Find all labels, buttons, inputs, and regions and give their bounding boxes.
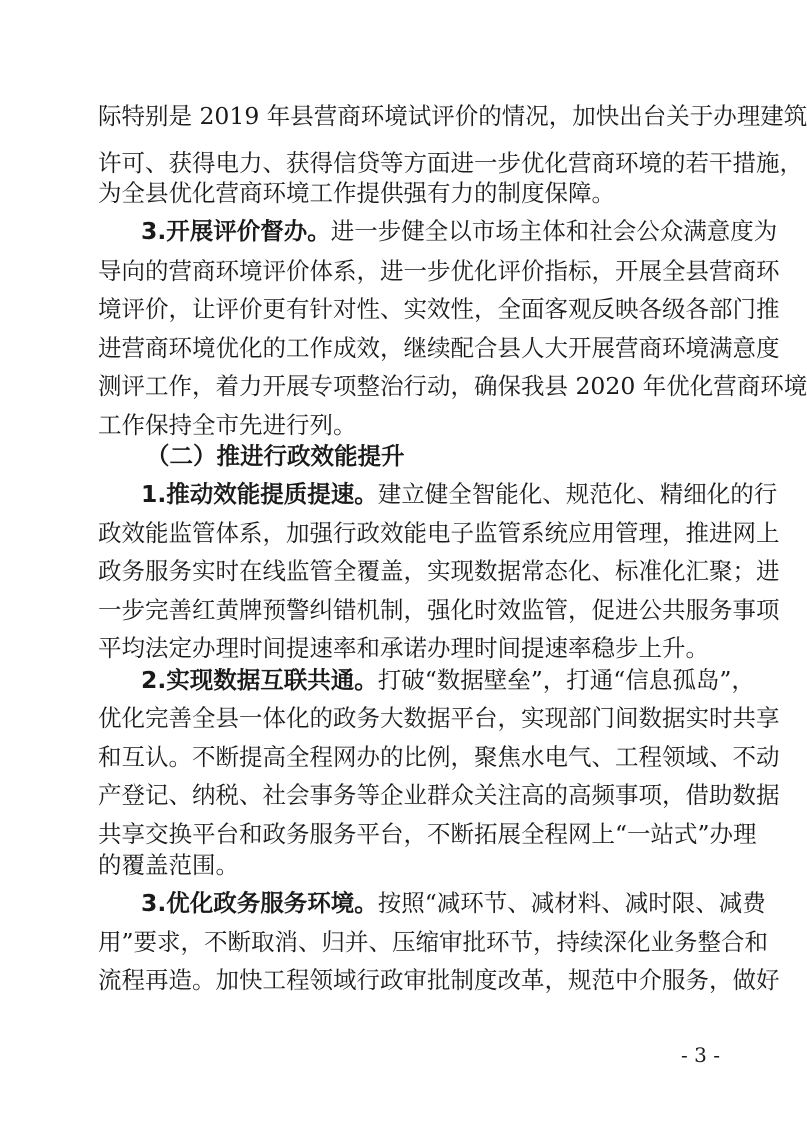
subsection-title: 3.优化政务服务环境。 bbox=[141, 889, 378, 917]
body-line: 境评价，让评价更有针对性、实效性，全面客观反映各级各部门推 bbox=[98, 295, 780, 323]
body-line: 共享交换平台和政务服务平台，不断拓展全程网上“一站式”办理 bbox=[98, 820, 757, 848]
subsection-line: 1.推动效能提质提速。建立健全智能化、规范化、精细化的行 bbox=[141, 480, 778, 508]
subsection-title: 1.推动效能提质提速。 bbox=[141, 480, 378, 508]
body-line: 政务服务实时在线监管全覆盖，实现数据常态化、标准化汇聚；进 bbox=[98, 557, 780, 585]
body-line: 平均法定办理时间提速率和承诺办理时间提速率稳步上升。 bbox=[98, 634, 709, 662]
body-line: 为全县优化营商环境工作提供强有力的制度保障。 bbox=[98, 179, 615, 207]
page-number: - 3 - bbox=[681, 1043, 720, 1067]
section-heading: （二）推进行政效能提升 bbox=[146, 442, 405, 470]
body-line: 和互认。不断提高全程网办的比例，聚焦水电气、工程领域、不动 bbox=[98, 743, 780, 771]
body-line: 际特别是 2019 年县营商环境试评价的情况，加快出台关于办理建筑 bbox=[98, 102, 807, 130]
body-line: 进营商环境优化的工作成效，继续配合县人大开展营商环境满意度 bbox=[98, 334, 780, 362]
body-line: 用”要求，不断取消、归并、压缩审批环节，持续深化业务整合和 bbox=[98, 928, 769, 956]
subsection-title: 2.实现数据互联共通。 bbox=[141, 666, 378, 694]
body-line: 工作保持全市先进行列。 bbox=[98, 411, 357, 439]
body-line: 的覆盖范围。 bbox=[98, 851, 239, 879]
body-line: 流程再造。加快工程领域行政审批制度改革，规范中介服务，做好 bbox=[98, 966, 780, 994]
body-line: 导向的营商环境评价体系，进一步优化评价指标，开展全县营商环 bbox=[98, 257, 780, 285]
body-line: 一步完善红黄牌预警纠错机制，强化时效监管，促进公共服务事项 bbox=[98, 596, 780, 624]
body-line: 产登记、纳税、社会事务等企业群众关注高的高频事项，借助数据 bbox=[98, 781, 780, 809]
body-line: 政效能监管体系，加强行政效能电子监管系统应用管理，推进网上 bbox=[98, 519, 780, 547]
subsection-line: 2.实现数据互联共通。打破“数据壁垒”，打通“信息孤岛”， bbox=[141, 666, 755, 694]
subsection-line: 3.优化政务服务环境。按照“减环节、减材料、减时限、减费 bbox=[141, 889, 766, 917]
body-line: 测评工作，着力开展专项整治行动，确保我县 2020 年优化营商环境 bbox=[98, 372, 807, 400]
body-line: 许可、获得电力、获得信贷等方面进一步优化营商环境的若干措施， bbox=[98, 149, 803, 177]
subsection-line: 3.开展评价督办。进一步健全以市场主体和社会公众满意度为 bbox=[141, 217, 778, 245]
subsection-title: 3.开展评价督办。 bbox=[141, 217, 331, 245]
body-line: 优化完善全县一体化的政务大数据平台，实现部门间数据实时共享 bbox=[98, 704, 780, 732]
